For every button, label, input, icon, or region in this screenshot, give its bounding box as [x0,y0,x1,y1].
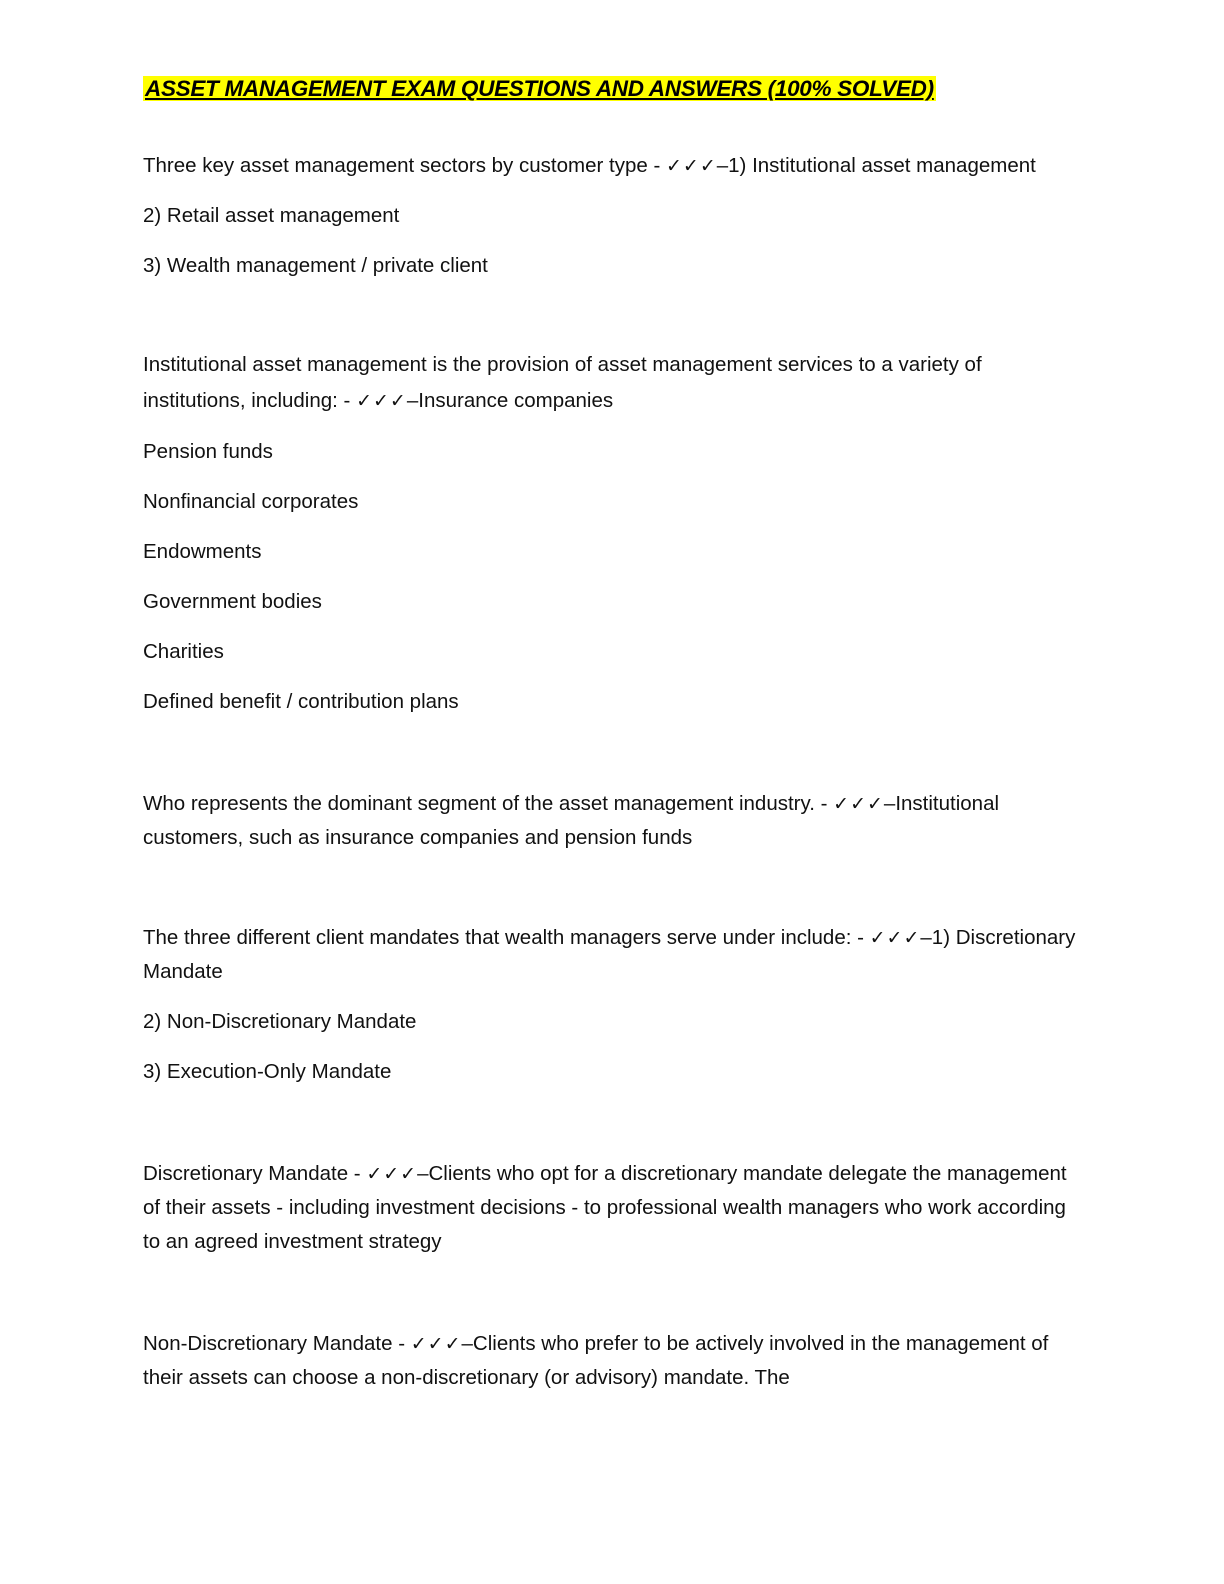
answer-text: –Clients who prefer to be actively involved in the management of their assets can choose a non-discretionary (or advisory) mandate. The [143,1332,1049,1389]
qa-block [143,1327,1083,1395]
checkmark-icon: ✓✓✓ [833,793,884,815]
question-text: Non-Discretionary Mandate - [143,1332,411,1355]
answer-item: Government bodies [143,590,322,613]
document-title: ASSET MANAGEMENT EXAM QUESTIONS AND ANSWERS (100% SOLVED) [145,76,934,101]
answer-item: Endowments [143,540,262,563]
title-block [143,72,1083,109]
question-text: The three different client mandates that wealth managers serve under include: - [143,926,870,949]
question-text: Discretionary Mandate - [143,1162,367,1185]
answer-text: –Clients who opt for a discretionary mandate delegate the management of their assets - including investment decisions - to professional wealth managers who work according to an agreed investment strategy [143,1162,1067,1253]
qa-question-line [143,921,1083,989]
question-text: Who represents the dominant segment of the asset management industry. - [143,792,834,815]
answer-text: –1) Discretionary Mandate [143,926,1076,983]
answer-text: –Insurance companies [406,389,614,412]
qa-question-line [143,787,1083,855]
qa-block [143,921,1083,1089]
answer-item: 3) Wealth management / private client [143,254,488,277]
qa-question-line [143,1157,1083,1259]
qa-question-line [143,149,1083,183]
checkmark-icon: ✓✓✓ [665,155,717,177]
checkmark-icon: ✓✓✓ [410,1333,462,1355]
answer-item: 2) Retail asset management [143,204,400,227]
answer-item: 3) Execution-Only Mandate [143,1060,392,1083]
document-page [143,72,1083,1395]
question-text: Institutional asset management is the provision of asset management services to a variety of institutions, including: - [143,353,982,412]
answer-item: Pension funds [143,440,273,463]
answer-text: –Institutional customers, such as insurance companies and pension funds [143,792,1000,849]
qa-block [143,787,1083,855]
answer-item: Nonfinancial corporates [143,490,359,513]
qa-block [143,347,1083,719]
qa-block [143,1157,1083,1259]
checkmark-icon: ✓✓✓ [366,1163,418,1185]
qa-question-line [143,347,1083,419]
qa-question-line [143,1327,1083,1395]
answer-text: –1) Institutional asset management [716,154,1036,177]
qa-block [143,149,1083,283]
checkmark-icon: ✓✓✓ [356,390,407,412]
answer-item: 2) Non-Discretionary Mandate [143,1010,417,1033]
answer-item: Defined benefit / contribution plans [143,690,459,713]
checkmark-icon: ✓✓✓ [869,927,921,949]
question-text: Three key asset management sectors by customer type - [143,154,666,177]
answer-item: Charities [143,640,224,663]
